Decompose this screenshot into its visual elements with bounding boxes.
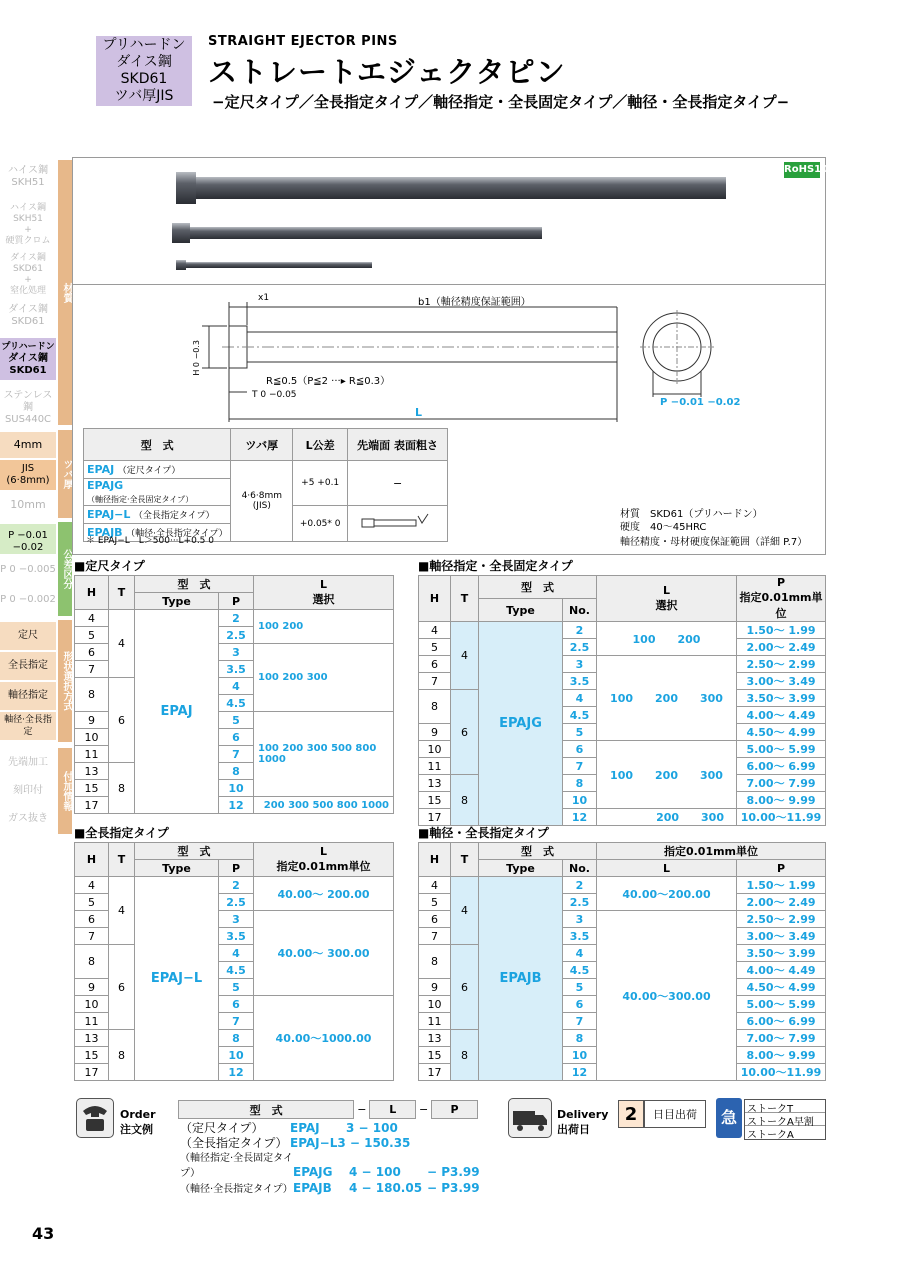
t4-header-no: No. xyxy=(563,860,597,877)
t4-no: 5 xyxy=(563,979,597,996)
t4-p-range: 2.50〜 2.99 xyxy=(737,911,826,928)
t3-p: 3.5 xyxy=(219,928,254,945)
t2-no: 3.5 xyxy=(563,673,597,690)
t2-table xyxy=(418,575,826,826)
phone-icon xyxy=(76,1098,114,1138)
t2-h: 4 xyxy=(419,622,451,639)
category-shape: 形状選択方式 xyxy=(58,620,72,742)
t1-h: 13 xyxy=(75,763,109,780)
t4-p-range: 10.00〜11.99 xyxy=(737,1064,826,1081)
t1-title: ■定尺タイプ xyxy=(74,559,145,573)
t2-l-group: 100 200 xyxy=(597,622,737,656)
sidebar-shape-length[interactable]: 全長指定 xyxy=(0,652,56,680)
t1-h: 5 xyxy=(75,627,109,644)
sidebar-flange-4mm[interactable]: 4mm xyxy=(0,432,56,458)
t1-t: 6 xyxy=(109,678,135,763)
page-subtitle: −定尺タイプ／全長指定タイプ／軸径指定・全長固定タイプ／軸径・全長指定タイプ− xyxy=(212,93,790,111)
t3-type: EPAJ−L xyxy=(135,877,219,1081)
t3-h: 11 xyxy=(75,1013,109,1030)
dim-p: P −0.01 −0.02 xyxy=(660,397,741,408)
t4-h: 10 xyxy=(419,996,451,1013)
t4-no: 4 xyxy=(563,945,597,962)
t1-p: 8 xyxy=(219,763,254,780)
t1-p: 10 xyxy=(219,780,254,797)
t3-p: 4.5 xyxy=(219,962,254,979)
t4-no: 12 xyxy=(563,1064,597,1081)
t1-h: 11 xyxy=(75,746,109,763)
dim-l: L xyxy=(415,406,423,419)
t3-p: 12 xyxy=(219,1064,254,1081)
t2-h: 11 xyxy=(419,758,451,775)
category-material: 材質 xyxy=(58,160,72,425)
sidebar-shape-diameter[interactable]: 軸径指定 xyxy=(0,682,56,710)
t4-p-range: 2.00〜 2.49 xyxy=(737,894,826,911)
t1-header-model: 型 式 xyxy=(135,576,254,593)
t3-p: 2 xyxy=(219,877,254,894)
t2-header-l: L 選択 xyxy=(597,576,737,622)
category-tolerance: 公差区分 xyxy=(58,522,72,616)
t3-h: 4 xyxy=(75,877,109,894)
t4-type: EPAJB xyxy=(479,877,563,1081)
t4-h: 17 xyxy=(419,1064,451,1081)
sidebar-tolerance-p-0-002[interactable]: P 0 −0.002 xyxy=(0,594,56,605)
spec-row-epajb: EPAJB （軸径·全長指定タイプ） xyxy=(84,524,231,542)
t2-p-range: 6.00〜 6.99 xyxy=(737,758,826,775)
t1-l-group: 100 200 300 500 800 1000 xyxy=(254,712,394,797)
t4-header-t: T xyxy=(451,843,479,877)
t4-p-range: 8.00〜 9.99 xyxy=(737,1047,826,1064)
t4-no: 2 xyxy=(563,877,597,894)
t4-no: 2.5 xyxy=(563,894,597,911)
t1-header-h: H xyxy=(75,576,109,610)
t3-t: 8 xyxy=(109,1030,135,1081)
t1-p: 3 xyxy=(219,644,254,661)
t2-h: 15 xyxy=(419,792,451,809)
t2-l-group: 100 200 300 xyxy=(597,741,737,809)
t2-header-p: P 指定0.01mm単位 xyxy=(737,576,826,622)
t1-h: 8 xyxy=(75,678,109,712)
t2-header-model: 型 式 xyxy=(479,576,597,599)
sidebar-flange-10mm[interactable]: 10mm xyxy=(10,498,46,511)
t4-table xyxy=(418,842,826,1081)
t2-h: 8 xyxy=(419,690,451,724)
t1-p: 2 xyxy=(219,610,254,627)
t1-table xyxy=(74,575,394,814)
t4-p-range: 1.50〜 1.99 xyxy=(737,877,826,894)
t2-l-group: 100 200 300 xyxy=(597,656,737,741)
spec-table xyxy=(83,428,448,542)
t4-p-range: 3.50〜 3.99 xyxy=(737,945,826,962)
t3-p: 6 xyxy=(219,996,254,1013)
t2-t: 4 xyxy=(451,622,479,690)
dim-r: R≦0.5（P≦2 ···▸ R≦0.3） xyxy=(266,376,391,387)
t4-header-h: H xyxy=(419,843,451,877)
t3-l-group: 40.00〜 200.00 xyxy=(254,877,394,911)
t4-header-type: Type xyxy=(479,860,563,877)
t3-p: 8 xyxy=(219,1030,254,1047)
t2-header-type: Type xyxy=(479,599,563,622)
pin-photo-small xyxy=(186,262,372,268)
t1-t: 4 xyxy=(109,610,135,678)
t2-no: 4 xyxy=(563,690,597,707)
t3-h: 9 xyxy=(75,979,109,996)
t4-title: ■軸径・全長指定タイプ xyxy=(418,826,549,840)
t3-p: 10 xyxy=(219,1047,254,1064)
t1-header-type: Type xyxy=(135,593,219,610)
t2-no: 3 xyxy=(563,656,597,673)
t1-p: 3.5 xyxy=(219,661,254,678)
t4-p-range: 4.00〜 4.49 xyxy=(737,962,826,979)
spec-header-l-tol: L公差 xyxy=(293,429,348,461)
t4-no: 10 xyxy=(563,1047,597,1064)
t4-h: 13 xyxy=(419,1030,451,1047)
spec-tol1: +5 +0.1 xyxy=(293,461,348,506)
sidebar-material-skh51[interactable]: ハイス鋼 SKH51 xyxy=(8,165,48,188)
t1-p: 12 xyxy=(219,797,254,814)
tip-roughness-icon xyxy=(358,512,438,532)
t4-h: 11 xyxy=(419,1013,451,1030)
spec-header-flange: ツバ厚 xyxy=(231,429,293,461)
t1-h: 9 xyxy=(75,712,109,729)
order-header-table xyxy=(178,1100,478,1119)
rohs-badge: RoHS10 xyxy=(784,162,820,178)
order-header-model: 型 式 xyxy=(179,1101,354,1119)
t2-p-range: 3.00〜 3.49 xyxy=(737,673,826,690)
t4-h: 7 xyxy=(419,928,451,945)
english-title: STRAIGHT EJECTOR PINS xyxy=(208,34,398,49)
t4-h: 6 xyxy=(419,911,451,928)
t4-h: 9 xyxy=(419,979,451,996)
sidebar-material-sus440c[interactable]: ステンレス鋼 SUS440C xyxy=(3,390,53,425)
t1-h: 10 xyxy=(75,729,109,746)
t3-p: 2.5 xyxy=(219,894,254,911)
t2-p-range: 4.00〜 4.49 xyxy=(737,707,826,724)
t1-type: EPAJ xyxy=(135,610,219,814)
t1-t: 8 xyxy=(109,763,135,814)
t3-p: 3 xyxy=(219,911,254,928)
order-label: Order 注文例 xyxy=(120,1108,156,1136)
t3-h: 17 xyxy=(75,1064,109,1081)
t1-l-group: 100 200 300 xyxy=(254,644,394,712)
t4-no: 6 xyxy=(563,996,597,1013)
t2-no: 12 xyxy=(563,809,597,826)
order-header-dash: − xyxy=(419,1103,429,1116)
order-examples xyxy=(180,1121,480,1197)
t4-h: 15 xyxy=(419,1047,451,1064)
t1-header-l: L 選択 xyxy=(254,576,394,610)
spec-header-model: 型 式 xyxy=(84,429,231,461)
t2-h: 9 xyxy=(419,724,451,741)
t2-h: 7 xyxy=(419,673,451,690)
t3-t: 4 xyxy=(109,877,135,945)
t3-h: 6 xyxy=(75,911,109,928)
t3-h: 7 xyxy=(75,928,109,945)
stroke-t: ストークT xyxy=(745,1100,825,1113)
spec-flange-value: 4·6·8mm (JIS) xyxy=(231,461,293,542)
t4-h: 4 xyxy=(419,877,451,894)
stroke-a-early: ストークA早割 xyxy=(745,1113,825,1126)
order-header-dash: − xyxy=(357,1103,367,1116)
spec-row-epaj-l: EPAJ−L （全長指定タイプ） xyxy=(84,506,231,524)
t4-no: 3 xyxy=(563,911,597,928)
t1-header-p: P xyxy=(219,593,254,610)
t4-no: 7 xyxy=(563,1013,597,1030)
t2-p-range: 2.50〜 2.99 xyxy=(737,656,826,673)
pin-photo-medium xyxy=(190,227,542,239)
t2-no: 5 xyxy=(563,724,597,741)
t3-p: 4 xyxy=(219,945,254,962)
express-icon: 急 xyxy=(716,1098,742,1138)
t3-t: 6 xyxy=(109,945,135,1030)
t2-t: 8 xyxy=(451,775,479,826)
dim-b1: b1（軸径精度保証範囲） xyxy=(418,297,531,308)
t2-no: 7 xyxy=(563,758,597,775)
hardness-spec: 硬度 40〜45HRC xyxy=(620,522,707,533)
delivery-days: 2 xyxy=(618,1100,644,1128)
sidebar-tolerance-p-01-02[interactable]: P −0.01 −0.02 xyxy=(0,524,56,554)
page-title: ストレートエジェクタピン xyxy=(208,55,566,89)
order-row: （軸径指定·全長固定タイプ） EPAJG 4 − 100 − P3.99 xyxy=(180,1153,480,1179)
t2-h: 6 xyxy=(419,656,451,673)
t2-no: 8 xyxy=(563,775,597,792)
sidebar-shape-fixed[interactable]: 定尺 xyxy=(0,622,56,650)
sidebar-material-skd61-nitride[interactable]: ダイス鋼 SKD61 + 窒化処理 xyxy=(9,253,46,296)
t1-h: 7 xyxy=(75,661,109,678)
t3-header-l: L 指定0.01mm単位 xyxy=(254,843,394,877)
order-header-l: L xyxy=(370,1101,416,1119)
order-row: （全長指定タイプ） EPAJ−L3 − 150.35 xyxy=(180,1136,411,1150)
t2-no: 6 xyxy=(563,741,597,758)
spec-rough1: − xyxy=(348,461,448,506)
t4-p-range: 5.00〜 5.99 xyxy=(737,996,826,1013)
t3-table xyxy=(74,842,394,1081)
t4-l-group: 40.00〜200.00 xyxy=(597,877,737,911)
t4-p-range: 7.00〜 7.99 xyxy=(737,1030,826,1047)
t4-h: 8 xyxy=(419,945,451,979)
order-header-p: P xyxy=(432,1101,478,1119)
t2-p-range: 2.00〜 2.49 xyxy=(737,639,826,656)
dim-t: T 0 −0.05 xyxy=(252,390,297,400)
t3-header-type: Type xyxy=(135,860,219,877)
t1-p: 2.5 xyxy=(219,627,254,644)
t2-no: 2.5 xyxy=(563,639,597,656)
t2-p-range: 7.00〜 7.99 xyxy=(737,775,826,792)
spec-footnote: ＊ EPAJ−L L＞500···L+0.5 0 xyxy=(86,536,214,546)
t2-p-range: 4.50〜 4.99 xyxy=(737,724,826,741)
stroke-options xyxy=(744,1099,826,1140)
sidebar-flange-jis[interactable]: JIS (6·8mm) xyxy=(0,460,56,490)
t1-h: 6 xyxy=(75,644,109,661)
t2-p-range: 8.00〜 9.99 xyxy=(737,792,826,809)
spec-rough2 xyxy=(348,506,448,542)
t1-p: 6 xyxy=(219,729,254,746)
order-row: （定尺タイプ） EPAJ 3 − 100 xyxy=(180,1121,398,1135)
t1-h: 15 xyxy=(75,780,109,797)
t2-no: 4.5 xyxy=(563,707,597,724)
delivery-days-label: 日目出荷 xyxy=(644,1100,706,1128)
t3-p: 5 xyxy=(219,979,254,996)
t4-h: 5 xyxy=(419,894,451,911)
t4-header-p: P xyxy=(737,860,826,877)
t1-p: 4 xyxy=(219,678,254,695)
t2-title: ■軸径指定・全長固定タイプ xyxy=(418,559,573,573)
spec-row-epaj: EPAJ （定尺タイプ） xyxy=(84,461,231,479)
sidebar-material-prehardened[interactable]: プリハードン ダイス鋼 SKD61 xyxy=(0,338,56,380)
t2-type: EPAJG xyxy=(479,622,563,826)
truck-icon xyxy=(508,1098,552,1138)
t4-no: 8 xyxy=(563,1030,597,1047)
material-badge: プリハードン ダイス鋼 SKD61 ツバ厚JIS xyxy=(96,36,192,106)
t2-no: 10 xyxy=(563,792,597,809)
delivery-label: Delivery 出荷日 xyxy=(557,1108,609,1136)
category-extra: 付加情報 xyxy=(58,748,72,834)
range-spec: 軸径精度・母材硬度保証範囲（詳細 P.7） xyxy=(620,537,808,548)
t1-p: 7 xyxy=(219,746,254,763)
t2-no: 2 xyxy=(563,622,597,639)
t4-t: 4 xyxy=(451,877,479,945)
t2-h: 10 xyxy=(419,741,451,758)
t1-l-group: 200 300 500 800 1000 xyxy=(254,797,394,814)
t4-p-range: 6.00〜 6.99 xyxy=(737,1013,826,1030)
t4-l-group: 40.00〜300.00 xyxy=(597,911,737,1081)
t4-no: 4.5 xyxy=(563,962,597,979)
sidebar-material-skd61[interactable]: ダイス鋼 SKD61 xyxy=(8,304,48,327)
t2-p-range: 1.50〜 1.99 xyxy=(737,622,826,639)
pin-photo-large-head xyxy=(176,172,196,204)
t3-h: 5 xyxy=(75,894,109,911)
t2-p-range: 3.50〜 3.99 xyxy=(737,690,826,707)
sidebar-shape-diameter-length[interactable]: 軸径·全長指定 xyxy=(0,712,56,740)
material-spec: 材質 SKD61（プリハードン） xyxy=(620,509,763,520)
sidebar-material-skh51-chrome[interactable]: ハイス鋼 SKH51 + 硬質クロム xyxy=(5,203,51,246)
t3-title: ■全長指定タイプ xyxy=(74,826,169,840)
t3-p: 7 xyxy=(219,1013,254,1030)
page-number: 43 xyxy=(32,1224,55,1243)
dim-x1: x1 xyxy=(258,293,270,303)
category-flange: ツバ厚 xyxy=(58,430,72,518)
t2-h: 17 xyxy=(419,809,451,826)
t1-header-t: T xyxy=(109,576,135,610)
t3-h: 8 xyxy=(75,945,109,979)
t4-header-l: L xyxy=(597,860,737,877)
t4-t: 8 xyxy=(451,1030,479,1081)
t2-p-range: 5.00〜 5.99 xyxy=(737,741,826,758)
t2-header-no: No. xyxy=(563,599,597,622)
t4-no: 3.5 xyxy=(563,928,597,945)
t1-h: 17 xyxy=(75,797,109,814)
sidebar-tolerance-p-0-005[interactable]: P 0 −0.005 xyxy=(0,564,56,575)
stroke-a: ストークA xyxy=(747,1130,794,1141)
t3-header-p: P xyxy=(219,860,254,877)
t1-p: 4.5 xyxy=(219,695,254,712)
t1-h: 4 xyxy=(75,610,109,627)
t1-p: 5 xyxy=(219,712,254,729)
pin-photo-small-head xyxy=(176,260,186,270)
spec-row-epajg: EPAJG （軸径指定·全長固定タイプ） xyxy=(84,479,231,506)
order-row: （軸径·全長指定タイプ）EPAJB 4 − 180.05 − P3.99 xyxy=(180,1181,480,1195)
t4-p-range: 3.00〜 3.49 xyxy=(737,928,826,945)
sidebar-extra-vent[interactable]: ガス抜き xyxy=(8,813,48,824)
spec-tol2: +0.05* 0 xyxy=(293,506,348,542)
sidebar-extra-tip[interactable]: 先端加工 xyxy=(8,757,48,768)
pin-photo-large xyxy=(196,177,726,199)
sidebar-extra-stamp[interactable]: 刻印付 xyxy=(13,785,43,796)
t1-l-group: 100 200 xyxy=(254,610,394,644)
t2-header-t: T xyxy=(451,576,479,622)
t3-header-t: T xyxy=(109,843,135,877)
t2-h: 13 xyxy=(419,775,451,792)
pin-photo-medium-head xyxy=(172,223,190,243)
t4-p-range: 4.50〜 4.99 xyxy=(737,979,826,996)
t4-t: 6 xyxy=(451,945,479,1030)
t3-l-group: 40.00〜1000.00 xyxy=(254,996,394,1081)
t4-header-unit: 指定0.01mm単位 xyxy=(597,843,826,860)
t2-header-h: H xyxy=(419,576,451,622)
t3-header-h: H xyxy=(75,843,109,877)
t2-h: 5 xyxy=(419,639,451,656)
t3-h: 15 xyxy=(75,1047,109,1064)
t2-p-range: 10.00〜11.99 xyxy=(737,809,826,826)
dim-h: H 0 −0.3 xyxy=(192,340,201,376)
t4-header-model: 型 式 xyxy=(479,843,597,860)
spec-header-roughness: 先端面 表面粗さ xyxy=(348,429,448,461)
t3-l-group: 40.00〜 300.00 xyxy=(254,911,394,996)
t2-t: 6 xyxy=(451,690,479,775)
t3-h: 10 xyxy=(75,996,109,1013)
t2-l-group: 200 300 xyxy=(597,809,737,826)
t3-header-model: 型 式 xyxy=(135,843,254,860)
t3-h: 13 xyxy=(75,1030,109,1047)
